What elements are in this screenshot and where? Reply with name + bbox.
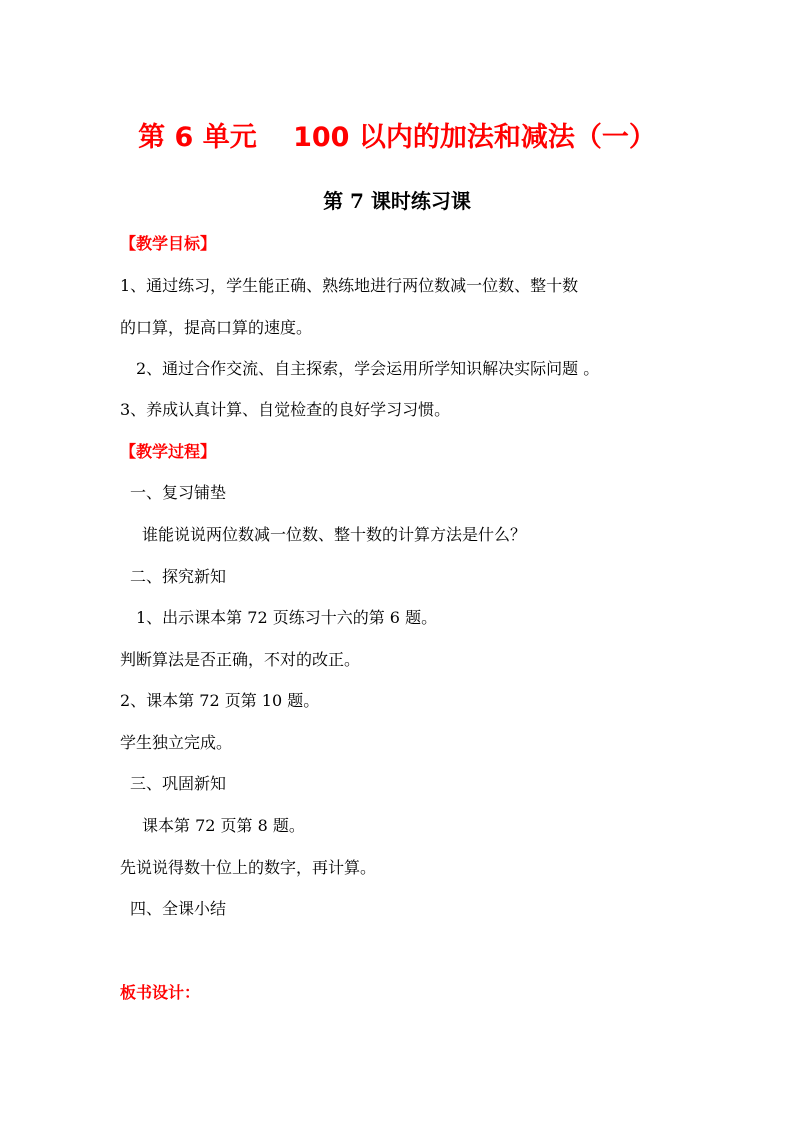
process-heading: 【教学过程】	[120, 442, 217, 461]
process-step-heading: 一、复习铺垫	[130, 483, 227, 502]
goals-heading: 【教学目标】	[120, 234, 217, 253]
process-line: 学生独立完成。	[120, 733, 233, 752]
process-step-heading: 二、探究新知	[130, 567, 227, 586]
process-step-heading: 四、全课小结	[130, 899, 227, 918]
goal-line: 1、通过练习，学生能正确、熟练地进行两位数减一位数、整十数	[120, 276, 579, 295]
process-line: 1、出示课本第 72 页练习十六的第 6 题。	[136, 608, 438, 627]
goal-line: 的口算，提高口算的速度。	[120, 318, 313, 337]
process-line: 先说说得数十位上的数字，再计算。	[120, 858, 377, 877]
process-line: 谁能说说两位数减一位数、整十数的计算方法是什么？	[142, 525, 527, 544]
goal-line: 3、养成认真计算、自觉检查的良好学习习惯。	[120, 400, 451, 419]
unit-title: 第 6 单元 100 以内的加法和减法（一）	[138, 122, 656, 153]
process-step-heading: 三、巩固新知	[130, 774, 227, 793]
process-line: 课本第 72 页第 8 题。	[142, 816, 305, 835]
board-design-heading: 板书设计：	[120, 983, 201, 1002]
lesson-title: 第 7 课时练习课	[323, 189, 471, 213]
goal-line: 2、通过合作交流、自主探索，学会运用所学知识解决实际问题 。	[136, 359, 600, 378]
process-line: 判断算法是否正确，不对的改正。	[120, 650, 361, 669]
process-line: 2、课本第 72 页第 10 题。	[120, 691, 320, 710]
